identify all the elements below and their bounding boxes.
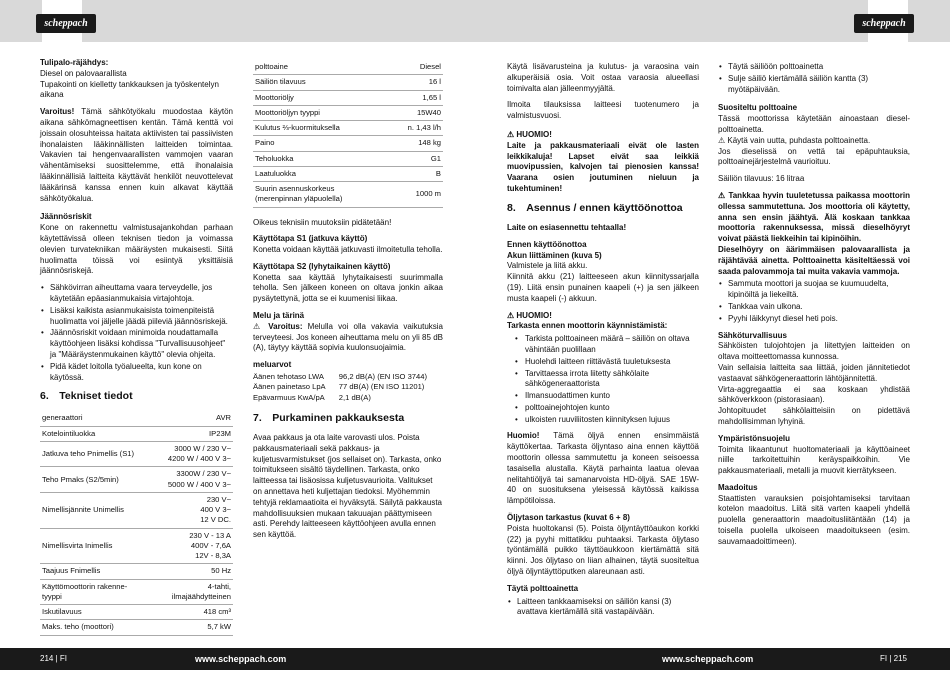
page-number-right: FI | 215 <box>880 654 907 663</box>
list-item: • Tarkista polttoaineen määrä – säiliön on oltava vähintään puolillaan <box>507 334 699 356</box>
column-2: polttoaine Diesel Säiliön tilavuus 16 l Moottoriöljy 1,65 l Moottoriöljyn tyyppi 15W40 Kulutus ⅔-kuormituksella n. 1,43 l/h Paino 148 kg Teholuokka G1 Laatuluokka B Suurin asennuskorkeus (merenpinnan yläpuolella) 1000 m Oikeus teknisiin muutoksiin pidätetään! Käyttötapa S1 (jatkuva käyttö) Konetta voidaan käyttää jatkuvasti ilmoitetulla teholla. Käyttötapa S2 (lyhytaikainen käyttö) Konetta saa käyttää lyhytaikaisesti suurimmalla teholla. Sen jälkeen koneen on oltava jonkin aikaa pysäytettynä, jotta se ei kuumenisi liikaa. Melu ja tärinä ⚠ Varoitus: Melulla voi olla vakavia vaikutuksia terveyteesi. Jos koneen aiheuttama melu on yli 85 dB (A), täytyy käyttää sopivia kuulonsuojaimia. meluarvot Äänen tehotaso LWA 96,2 dB(A) (EN ISO 3744) Äänen painetaso LpA 77 dB(A) (EN ISO 11201) Epävarmuus KwA/pA 2,1 dB(A) 7. Purkaminen pakkauksesta Avaa pakkaus ja ota laite varovasti ulos. Poista pakkausmateriaali sekä pakkaus- ja kuljetusvarmistukset (jos sellaiset on). Tarkasta, onko toimitukseen sisältö täydellinen. Tarkasta, onko laitteessa tai lisäosissa kuljetusvaurioita. Valitukset on annettava heti kuljettajan tiedoksi. Myöhemmin tehtyjä reklamaatioita ei hyväksytä. Säilytä pakkausta mahdollisuuksien mukaan takuuajan päättymiseen asti. Perehdy laitteeseen käyttöohjeen avulla ennen sen käyttöä. <box>253 62 443 540</box>
table-row <box>40 411 233 426</box>
table-row <box>40 492 233 528</box>
header-band-right <box>908 0 950 42</box>
table-row <box>40 579 233 605</box>
residual-risk-title: Jäännösriskit <box>40 212 92 222</box>
table-cell-value: AVR <box>146 411 233 426</box>
fuel-warning: ⚠ Käytä vain uutta, puhdasta polttoainetta. <box>718 135 871 145</box>
caution-heading-2: ⚠ HUOMIO! <box>507 310 552 320</box>
table-cell-label: Teholuokka <box>253 151 358 166</box>
electrical-safety-text-1: Sähköisten tulojohtojen ja liitettyjen laitteiden on oltava moitteettomassa kunnossa. <box>718 341 910 362</box>
table-cell-label: Säiliön tilavuus <box>253 75 358 90</box>
check-title: Tarkasta ennen moottorin käynnistämistä: <box>507 321 668 331</box>
table-cell-label: Iskutilavuus <box>40 605 146 620</box>
scheppach-logo-right: scheppach <box>854 14 914 33</box>
table-cell-label: Nimellisjännite Unimellis <box>40 492 146 528</box>
section-8-heading: 8. Asennus / ennen käyttöönottoa <box>507 201 683 214</box>
table-row <box>253 182 443 208</box>
list-item: • Täytä säiliöön polttoainetta <box>718 62 910 73</box>
table-cell-value: 16 l <box>358 75 444 90</box>
change-note: Oikeus teknisiin muutoksiin pidätetään! <box>253 217 392 227</box>
list-item: • Tarvittaessa irrota liitetty sähkölaite sähkögeneraattorista <box>507 369 699 391</box>
table-row <box>40 605 233 620</box>
page-number-left: 214 | FI <box>40 654 67 663</box>
column-4 <box>718 62 910 554</box>
s2-text: Konetta saa käyttää lyhytaikaisesti suurimmalla teholla. Sen jälkeen koneen on oltava jonkin aikaa pysäytettynä, jotta se ei kuumenisi liikaa. <box>253 272 443 304</box>
table-cell-value: 50 Hz <box>146 564 233 579</box>
recommended-fuel-text: Tässä moottorissa käytetään ainoastaan diesel-polttoainetta. <box>718 114 910 134</box>
oil-note: Huomio! Tämä öljyä ennen ensimmäistä käyttökertaa. Tarkasta öljyntaso aina ennen käyttöä moottorin ollessa sammutettu ja koneen seisoessa tasaisella alustalla. Käytä parhainta laatua olevaa nelitahtiöljyä tai samanarvoista HD-öljyä. SAE 15W-40 on suosituksena yleisessä käytössä kaikissa lämpötiloissa. <box>507 431 699 506</box>
table-row <box>253 382 443 392</box>
table-cell-label: Jatkuva teho Pnimellis (S1) <box>40 441 146 467</box>
table-cell-label: Käyttömoottorin rakennetyyppi <box>40 579 146 605</box>
oil-check-text: Poista huoltokansi (5). Poista öljyntäyttöaukon korkki (22) ja pyyhi mittatikku puhtaaksi. Tarkasta öljytaso työntämällä puikko täyttöaukkoon kiertämättä sitä kiinni. Jos öljytaso on liian alhainen, täytä suositeltua öljyä öljyntäyttöputken alareunaan asti. <box>507 523 699 577</box>
preassembled-note: Laite on esiasennettu tehtaalla! <box>507 222 627 232</box>
table-cell-value: IP23M <box>146 426 233 441</box>
tank-list <box>718 279 910 324</box>
table-cell-label: Moottoriöljy <box>253 90 358 105</box>
s1-text: Konetta voidaan käyttää jatkuvasti ilmoitetulla teholla. <box>253 245 443 255</box>
table-cell-label: Nimellisvirta Inimellis <box>40 528 146 564</box>
table-row <box>40 441 233 467</box>
table-cell-value: 148 kg <box>358 136 444 151</box>
table-cell-label: Taajuus Fnimellis <box>40 564 146 579</box>
table-cell-value: 96,2 dB(A) (EN ISO 3744) <box>338 372 427 382</box>
table-cell-label: Moottoriöljyn tyyppi <box>253 105 358 120</box>
table-row <box>253 151 443 166</box>
environment-title: Ympäristönsuojelu <box>718 433 791 443</box>
table-row <box>40 426 233 441</box>
section-7-heading: 7. Purkaminen pakkauksesta <box>253 411 405 424</box>
residual-risk-text: Kone on rakennettu valmistusajankohdan parhaan käytettävissä olleen teknisen tiedon ja voimassa olevien turvatekniikan määräysten mukaisesti. Siitä huolimatta töissä voi esiintyä yksittäisiä jäännösriskejä. <box>40 223 233 276</box>
spare-parts-text: Käytä lisävarusteina ja kulutus- ja varaosina vain alkuperäisiä osia. Voit ostaa varaosia alueellasi toimivalta alan jälleenmyyjältä. <box>507 62 699 93</box>
column-3 <box>507 62 699 624</box>
table-row <box>253 166 443 181</box>
caution-heading-1: ⚠ HUOMIO! <box>507 129 552 139</box>
list-item: • Tankkaa vain ulkona. <box>718 302 910 313</box>
fuel-warning-2: Jos dieselissä on vettä tai epäpuhtauksia, polttoainejärjestelmä vaurioituu. <box>718 146 910 167</box>
refuel-list-continued <box>718 62 910 95</box>
table-cell-value: G1 <box>358 151 444 166</box>
tank-warning: ⚠ Tankkaa hyvin tuuletetussa paikassa moottorin ollessa sammutettuna. Jos moottoria oli käytetty, anna sen ensin jäähtyä. Älä koskaan tankkaa moottoria rakennuksessa, missä dieselhöyryt voivat päästä liekkeihin tai kipinöihin. <box>718 190 910 244</box>
noise-title: Melu ja tärinä <box>253 311 305 321</box>
table-cell-value: 3300W / 230 V~ 5000 W / 400 V 3~ <box>146 467 233 493</box>
table-cell-label: Suurin asennuskorkeus (merenpinnan yläpuolella) <box>253 182 358 208</box>
grounding-title: Maadoitus <box>718 482 758 492</box>
table-row <box>253 60 443 75</box>
table-cell-label: Äänen painetaso LpA <box>253 382 326 392</box>
s1-title: Käyttötapa S1 (jatkuva käyttö) <box>253 234 368 244</box>
table-cell-value: 1000 m <box>358 182 444 208</box>
table-cell-value: 230 V~ 400 V 3~ 12 V DC. <box>146 492 233 528</box>
battery-text-2: Kiinnitä akku (21) laitteeseen akun kiinnityssarjalla (19). Liitä ensin punainen kaapeli (+) ja sen jälkeen musta kaapeli (-) akkuun. <box>507 272 699 303</box>
electrical-safety-text-4: Johtopituudet sähkölaitteisiin on pidettävä mahdollisimman lyhyinä. <box>718 406 910 426</box>
noise-values-title: meluarvot <box>253 360 292 370</box>
list-item: • ulkoisten ruuviliitosten kiinnityksen lujuus <box>507 415 699 426</box>
table-cell-value: 2,1 dB(A) <box>338 392 371 402</box>
table-row <box>253 90 443 105</box>
table-cell-label: Äänen tehotaso LWA <box>253 372 324 382</box>
battery-title: Akun liittäminen (kuva 5) <box>507 250 602 260</box>
table-cell-label: Paino <box>253 136 358 151</box>
table-cell-value: B <box>358 166 444 181</box>
refuel-list <box>507 597 699 619</box>
table-row <box>253 393 443 403</box>
tech-data-table-2 <box>253 60 443 208</box>
page-header <box>0 0 950 42</box>
fire-line-2: Tupakointi on kielletty tankkauksen ja työskentelyn aikana <box>40 79 219 100</box>
list-item: • Sähkövirran aiheuttama vaara terveydelle, jos käytetään epäasianmukaisia virtajohtoja. <box>40 283 233 305</box>
fire-title: Tulipalo-räjähdys: <box>40 58 109 67</box>
table-cell-value: 230 V - 13 A 400V - 7,6A 12V - 8,3A <box>146 528 233 564</box>
recommended-fuel-title: Suositeltu polttoaine <box>718 103 798 113</box>
footer-url-right[interactable]: www.scheppach.com <box>662 654 754 664</box>
table-cell-label: Maks. teho (moottori) <box>40 620 146 635</box>
list-item: • Pyyhi läikkynyt diesel heti pois. <box>718 314 910 325</box>
list-item: • Lisäksi kaikista asianmukaisista toimenpiteistä huolimatta voi jäljelle jäädä piileviä jäännösriskejä. <box>40 306 233 328</box>
list-item: • Sammuta moottori ja suojaa se kuumuudelta, kipinöiltä ja liekeiltä. <box>718 279 910 301</box>
table-cell-value: 5,7 kW <box>146 620 233 635</box>
table-cell-label: Kulutus ⅔-kuormituksella <box>253 121 358 136</box>
table-cell-value: 4-tahti, ilmajäähdytteinen <box>146 579 233 605</box>
electrical-safety-title: Sähköturvallisuus <box>718 330 787 340</box>
list-item: • Sulje säiliö kiertämällä säiliön kantta (3) myötäpäivään. <box>718 74 910 96</box>
table-cell-label: Epävarmuus KwA/pA <box>253 392 325 402</box>
table-cell-value: 77 dB(A) (EN ISO 11201) <box>338 382 425 392</box>
table-cell-label: Teho Pmaks (S2/5min) <box>40 467 146 493</box>
table-row <box>253 75 443 90</box>
emf-warning: Varoitus! Tämä sähkötyökalu muodostaa käytön aikana sähkömagneettisen kentän. Tämä kenttä voi joissain olosuhteissa haitata aktiivisten tai passiivisten ihonalaisten lääkinnällisten laitteiden toimintaa. Vakavien tai hengenvaarallisten vammojen vaaran vähentämiseksi suosittelemme, että ihonalaisia lääkinnällisiä laitteita käyttävät henkilöt neuvottelevat lääkärinsä kanssa ennen kuin alkavat käyttää sähkötyökalua. <box>40 107 233 203</box>
check-list <box>507 334 699 425</box>
table-cell-label: generaattori <box>40 411 146 426</box>
table-cell-value: n. 1,43 l/h <box>358 121 444 136</box>
fire-line-1: Diesel on palovaarallista <box>40 68 127 78</box>
order-info-text: Ilmoita tilauksissa laitteesi tuotenumero ja valmistusvuosi. <box>507 100 699 121</box>
electrical-safety-text-2: Vain sellaisia laitteita saa liittää, joiden jännitetiedot vastaavat sähkögeneraattorin lähtöjännitettä. <box>718 362 910 383</box>
oil-check-title: Öljytason tarkastus (kuvat 6 + 8) <box>507 513 630 523</box>
table-row <box>253 105 443 120</box>
table-cell-value: Diesel <box>358 60 444 75</box>
table-row <box>40 564 233 579</box>
battery-text-1: Valmistele ja liitä akku. <box>507 261 588 271</box>
list-item: • Laitteen tankkaamiseksi on säiliön kansi (3) avattava kiertämällä sitä vastapäivään. <box>507 597 699 619</box>
tank-warning-2: Dieselhöyry on äärimmäisen palovaarallista ja räjähtävää ainetta. Polttoainetta käsiteltäessä voi saada palovammoja tai muita vakavia vammoja. <box>718 244 910 276</box>
table-cell-label: Kotelointiluokka <box>40 426 146 441</box>
grounding-text: Staattisten varauksien poisjohtamiseksi tarvitaan kotelon maadoitus. Liitä sitä varten kaapeli yhdellä puolella generaattorin maadoitusliitäntään (14) ja toisella puolella ulkoiseen maadoitukseen (esim. sauvamaadoittimeen). <box>718 493 910 546</box>
unpacking-text: Avaa pakkaus ja ota laite varovasti ulos. Poista pakkausmateriaali sekä pakkaus- ja kuljetusvarmistukset (jos sellaiset on). Tarkasta, onko toimitukseen sisältö täydellinen. Tarkasta, onko laitteessa tai lisäosissa kuljetusvaurioita. Valitukset on annettava heti kuljettajan tiedoksi. Myöhemmin tehtyjä reklamaatioita ei hyväksytä. Säilytä pakkausta mahdollisuuksien mukaan takuuajan päättymiseen asti. Perehdy laitteeseen käyttöohjeen avulla ennen sen käyttöä. <box>253 432 442 540</box>
tech-data-table-1 <box>40 411 233 635</box>
table-cell-label: Laatuluokka <box>253 166 358 181</box>
list-item: • Pidä kädet loitolla työalueelta, kun kone on käytössä. <box>40 362 233 384</box>
table-row <box>253 136 443 151</box>
table-row <box>40 528 233 564</box>
electrical-safety-text-3: Virta-aggregaattia ei saa koskaan yhdistää sähköverkkoon (pistorasiaan). <box>718 384 910 405</box>
table-cell-value: 3000 W / 230 V~ 4200 W / 400 V 3~ <box>146 441 233 467</box>
list-item: • Ilmansuodattimen kunto <box>507 391 699 402</box>
list-item: • Huolehdi laitteen riittävästä tuuletuksesta <box>507 357 699 368</box>
footer-url-left[interactable]: www.scheppach.com <box>195 654 287 664</box>
s2-title: Käyttötapa S2 (lyhytaikainen käyttö) <box>253 261 391 271</box>
caution-text-1: Laite ja pakkausmateriaali eivät ole lasten leikkikaluja! Lapset eivät saa leikkiä muovipussien, kalvojen tai pienosien kanssa! Vaarana osien joutuminen nieluun ja tukehtuminen! <box>507 140 699 193</box>
table-cell-value: 418 cm³ <box>146 605 233 620</box>
residual-risk-list <box>40 283 233 383</box>
page-footer <box>0 648 950 670</box>
table-row <box>40 467 233 493</box>
table-cell-value: 1,65 l <box>358 90 444 105</box>
section-6-heading: 6. Tekniset tiedot <box>40 390 133 403</box>
table-row <box>253 372 443 382</box>
table-row <box>253 121 443 136</box>
table-cell-label: polttoaine <box>253 60 358 75</box>
list-item: • Jäännösriskit voidaan minimoida noudattamalla käyttöohjeen lisäksi kohdissa "Turvallisuusohjeet" ja "Määräystenmukainen käyttö" olevia ohjeita. <box>40 328 233 360</box>
table-row <box>40 620 233 635</box>
tank-volume: Säiliön tilavuus: 16 litraa <box>718 174 805 184</box>
environment-text: Toimita likaantunut huoltomateriaali ja käyttöaineet niille tarkoitettuihin keräyspaikkoihin. Vie pakkausmateriaali, metalli ja muovit kierrätykseen. <box>718 444 910 476</box>
refuel-title: Täytä polttoainetta <box>507 583 579 593</box>
header-band-middle <box>82 0 868 42</box>
column-1 <box>40 58 233 636</box>
before-use-title: Ennen käyttöönottoa <box>507 239 587 249</box>
table-cell-value: 15W40 <box>358 105 444 120</box>
noise-values-table <box>253 372 443 403</box>
warning-icon: ⚠ <box>253 321 269 331</box>
scheppach-logo-left: scheppach <box>36 14 96 33</box>
list-item: • polttoainejohtojen kunto <box>507 403 699 414</box>
